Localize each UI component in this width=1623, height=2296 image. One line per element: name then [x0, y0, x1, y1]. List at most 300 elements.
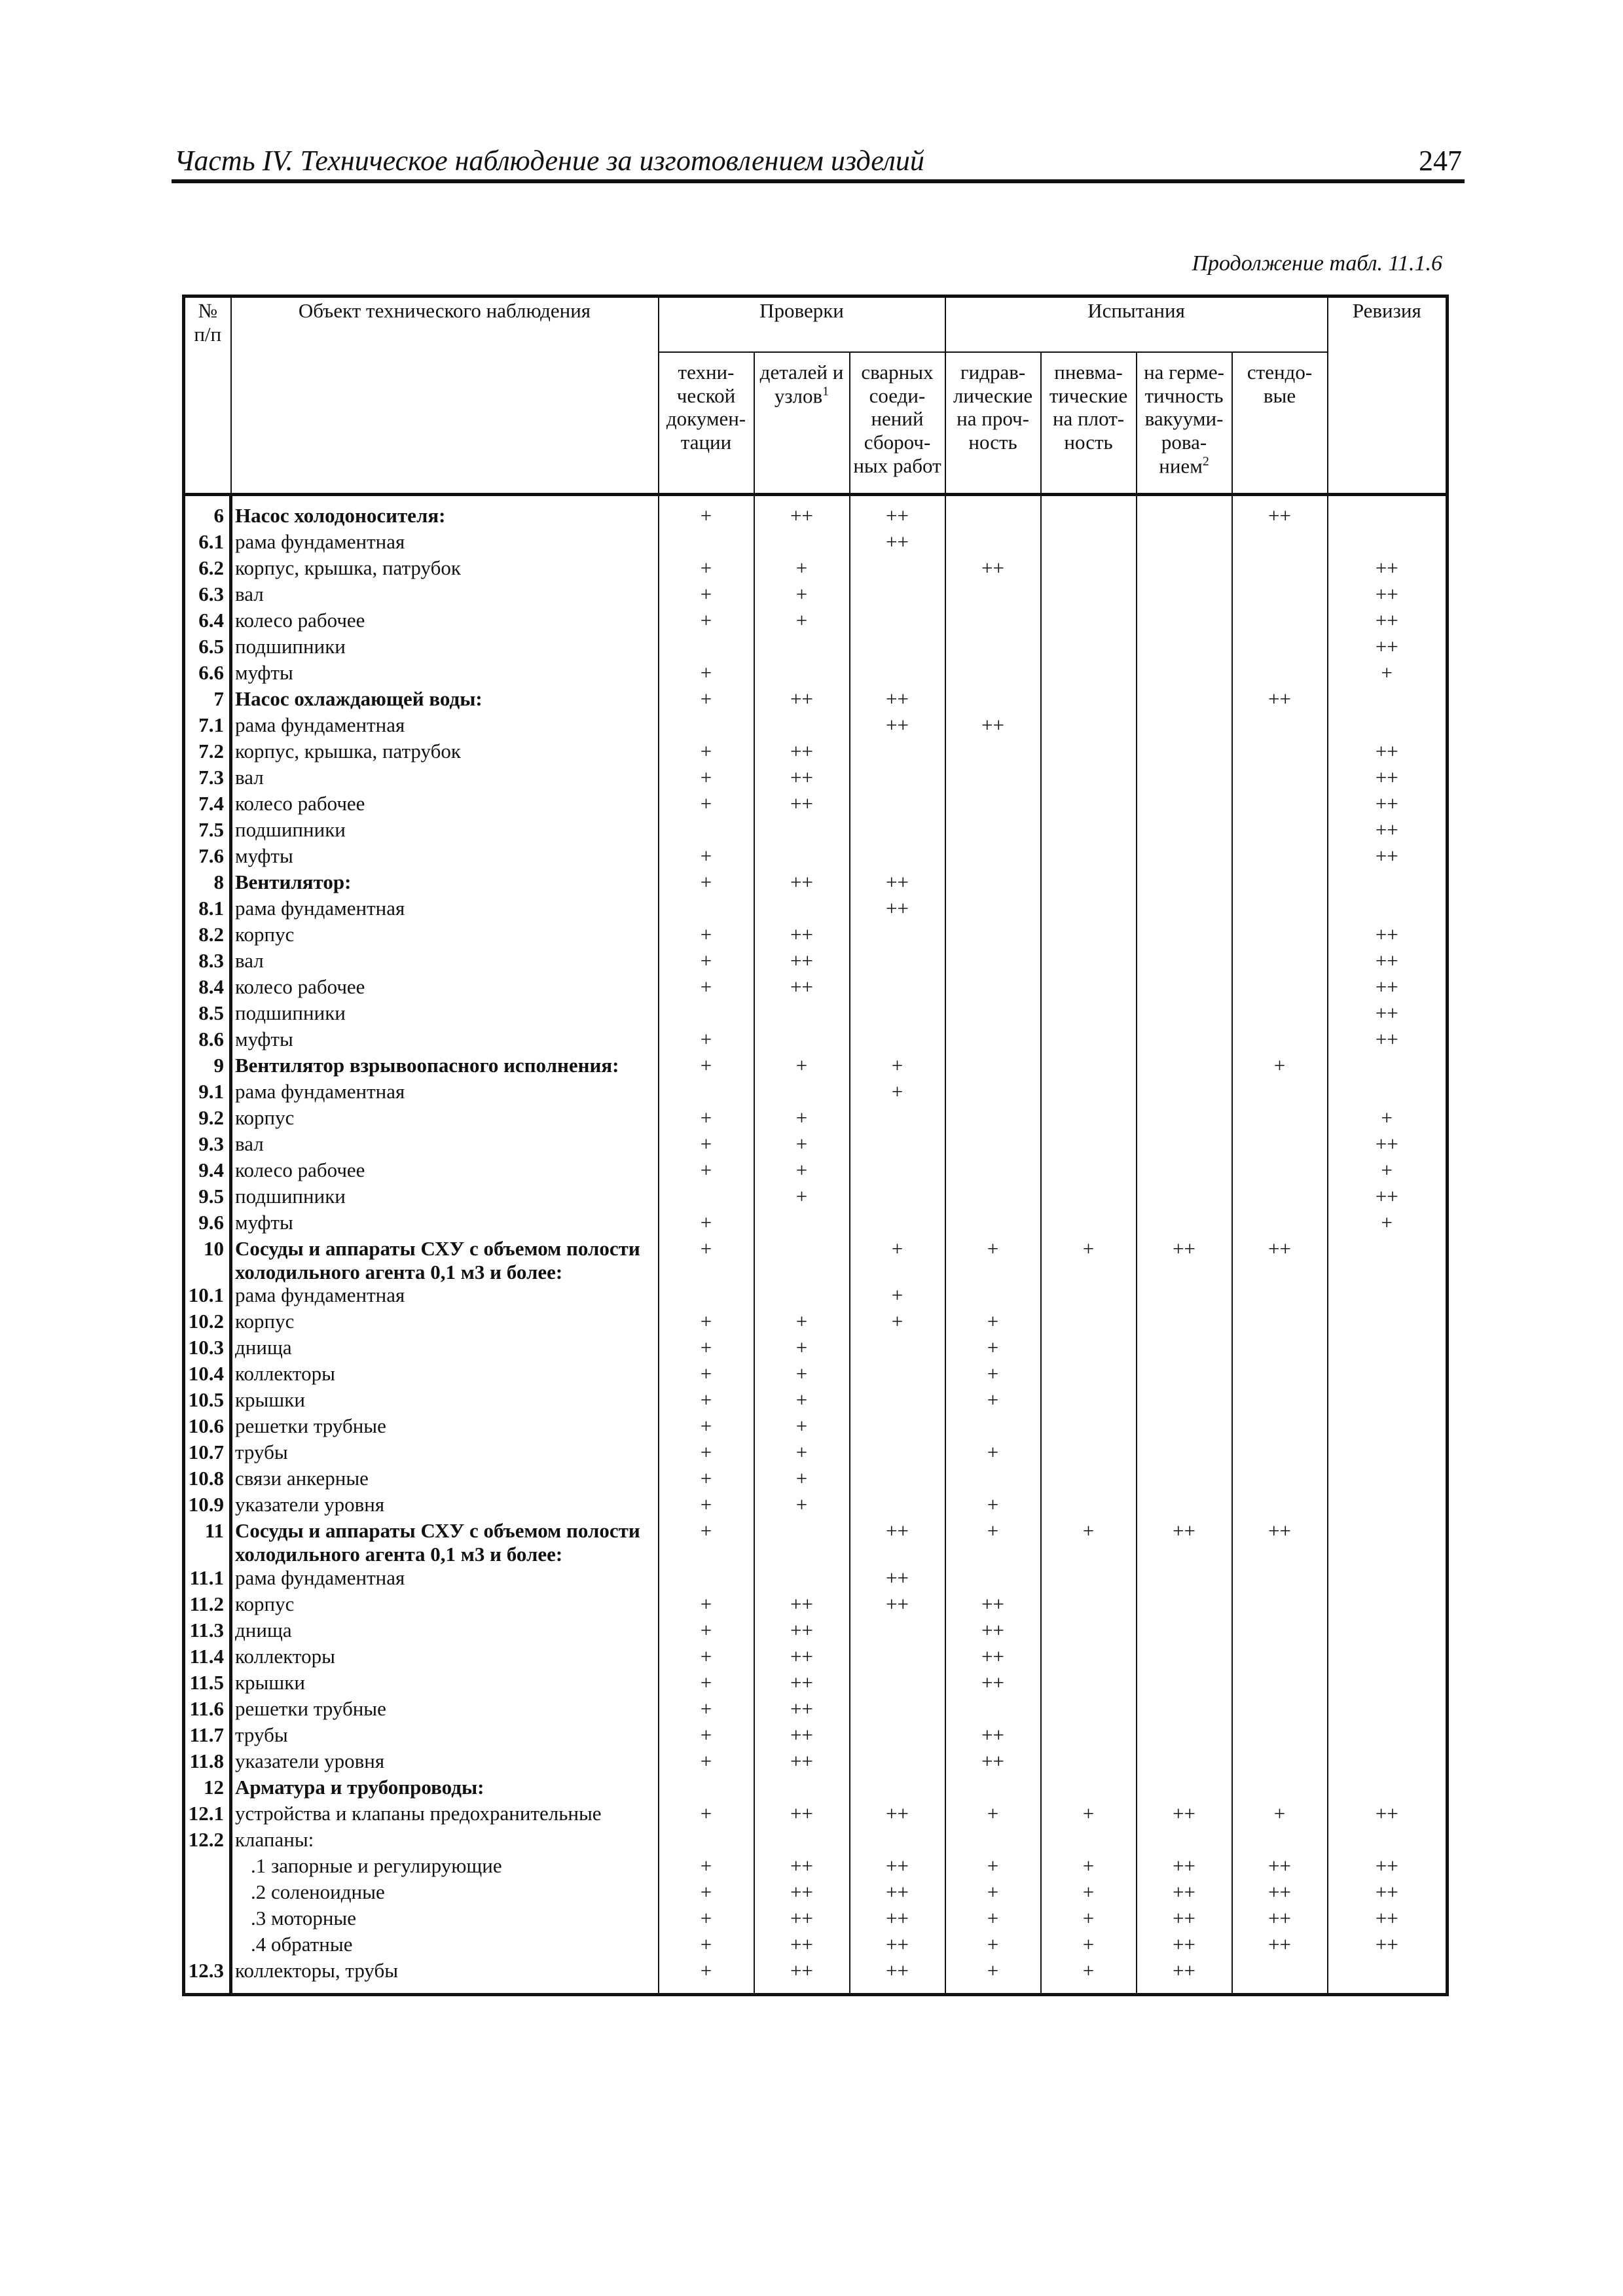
table-row: [184, 949, 1448, 975]
row-mark: [754, 713, 850, 740]
row-mark: +: [1041, 1237, 1137, 1283]
row-mark: [1137, 792, 1232, 818]
row-mark: [1137, 897, 1232, 923]
row-number: 11.5: [184, 1671, 231, 1697]
row-mark: +: [754, 1441, 850, 1467]
row-mark: ++: [1328, 1028, 1448, 1054]
table-row: [184, 1106, 1448, 1132]
row-mark: +: [659, 1671, 754, 1697]
row-mark: [1328, 1723, 1448, 1749]
row-mark: +: [754, 1310, 850, 1336]
row-object: решетки трубные: [231, 1697, 659, 1723]
row-number: 10.1: [184, 1283, 231, 1310]
row-mark: [1041, 870, 1137, 897]
table-row: [184, 609, 1448, 635]
row-mark: [945, 1467, 1041, 1493]
row-mark: ++: [850, 713, 945, 740]
row-number: 12: [184, 1776, 231, 1802]
row-mark: [1137, 609, 1232, 635]
row-mark: [850, 1645, 945, 1671]
row-mark: [945, 897, 1041, 923]
row-mark: [1041, 740, 1137, 766]
row-mark: ++: [754, 1802, 850, 1828]
row-mark: ++: [754, 792, 850, 818]
row-mark: ++: [1328, 1132, 1448, 1158]
row-mark: ++: [1232, 1880, 1328, 1907]
row-mark: [1137, 1749, 1232, 1776]
row-mark: [1232, 713, 1328, 740]
table-row: [184, 1592, 1448, 1619]
row-object: .3 моторные: [231, 1907, 659, 1933]
row-mark: +: [659, 975, 754, 1001]
row-mark: [850, 1441, 945, 1467]
row-object: корпус, крышка, патрубок: [231, 556, 659, 583]
col-pneumo-header: пневма-тические на плот-ность: [1041, 352, 1137, 495]
table-row: [184, 1467, 1448, 1493]
table-row: [184, 975, 1448, 1001]
row-mark: [1232, 1671, 1328, 1697]
row-mark: [1041, 1776, 1137, 1802]
row-mark: ++: [754, 1645, 850, 1671]
row-mark: [850, 1749, 945, 1776]
row-mark: [1041, 530, 1137, 556]
row-mark: [850, 1671, 945, 1697]
row-mark: [1041, 1283, 1137, 1310]
row-number: 12.3: [184, 1959, 231, 1995]
row-mark: +: [754, 1388, 850, 1414]
col-vacuum-label: на герме-тичность вакууми-рова-нием: [1144, 361, 1224, 477]
row-mark: [1328, 1237, 1448, 1283]
row-mark: ++: [754, 1933, 850, 1959]
row-mark: [1137, 661, 1232, 687]
row-mark: [1137, 870, 1232, 897]
row-mark: [1328, 495, 1448, 531]
row-object: Насос холодоносителя:: [231, 495, 659, 531]
table-row: [184, 713, 1448, 740]
row-number: 11.2: [184, 1592, 231, 1619]
row-mark: [1137, 1697, 1232, 1723]
row-mark: [1232, 583, 1328, 609]
table-row: [184, 1959, 1448, 1995]
row-mark: [754, 635, 850, 661]
row-mark: [850, 923, 945, 949]
row-object: подшипники: [231, 635, 659, 661]
row-mark: +: [1328, 1211, 1448, 1237]
row-mark: [945, 635, 1041, 661]
row-mark: [1328, 1959, 1448, 1995]
row-mark: ++: [850, 1592, 945, 1619]
row-mark: [850, 1388, 945, 1414]
row-mark: ++: [1328, 583, 1448, 609]
row-mark: +: [850, 1310, 945, 1336]
row-mark: [754, 818, 850, 844]
row-mark: [1137, 949, 1232, 975]
row-mark: [1137, 1362, 1232, 1388]
row-mark: [945, 1414, 1041, 1441]
row-mark: [659, 1776, 754, 1802]
row-object: рама фундаментная: [231, 897, 659, 923]
row-mark: [754, 1566, 850, 1592]
row-mark: [1232, 1310, 1328, 1336]
row-mark: ++: [754, 1723, 850, 1749]
row-mark: ++: [1328, 1802, 1448, 1828]
row-object: вал: [231, 766, 659, 792]
row-number: 11: [184, 1519, 231, 1566]
row-mark: [945, 1132, 1041, 1158]
row-mark: ++: [945, 1619, 1041, 1645]
row-mark: +: [659, 1336, 754, 1362]
row-object: муфты: [231, 661, 659, 687]
row-mark: +: [659, 687, 754, 713]
row-mark: [1041, 1106, 1137, 1132]
row-mark: ++: [754, 1959, 850, 1995]
row-mark: ++: [945, 1671, 1041, 1697]
row-number: 8.5: [184, 1001, 231, 1028]
row-mark: [850, 1723, 945, 1749]
row-number: 9: [184, 1054, 231, 1080]
row-object: Насос охлаждающей воды:: [231, 687, 659, 713]
row-mark: [1328, 1336, 1448, 1362]
row-mark: +: [1041, 1959, 1137, 1995]
table-row: [184, 1519, 1448, 1566]
row-mark: [1232, 1185, 1328, 1211]
running-header: [172, 143, 1465, 183]
row-mark: [850, 1028, 945, 1054]
row-mark: [1232, 1776, 1328, 1802]
row-mark: +: [945, 1336, 1041, 1362]
row-mark: [659, 713, 754, 740]
row-object: крышки: [231, 1671, 659, 1697]
row-mark: +: [659, 1697, 754, 1723]
row-mark: [1041, 1362, 1137, 1388]
row-mark: +: [1232, 1802, 1328, 1828]
table-row: [184, 661, 1448, 687]
row-mark: ++: [1137, 1854, 1232, 1880]
row-number: 10.8: [184, 1467, 231, 1493]
row-number: 8.4: [184, 975, 231, 1001]
table-row: [184, 1001, 1448, 1028]
row-mark: [1137, 1080, 1232, 1106]
row-mark: ++: [754, 1854, 850, 1880]
row-mark: ++: [754, 1907, 850, 1933]
row-mark: ++: [850, 1566, 945, 1592]
row-mark: [850, 1106, 945, 1132]
row-number: 6: [184, 495, 231, 531]
row-mark: [850, 1414, 945, 1441]
row-mark: [945, 495, 1041, 531]
row-object: корпус: [231, 1310, 659, 1336]
row-mark: +: [659, 740, 754, 766]
table-row: [184, 870, 1448, 897]
table-row: [184, 923, 1448, 949]
row-mark: [1328, 1671, 1448, 1697]
row-mark: [1137, 975, 1232, 1001]
row-mark: ++: [850, 495, 945, 531]
row-mark: ++: [754, 870, 850, 897]
row-number: [184, 1854, 231, 1880]
row-mark: ++: [754, 1697, 850, 1723]
row-mark: ++: [1137, 1933, 1232, 1959]
row-number: 8.6: [184, 1028, 231, 1054]
table-row: [184, 1854, 1448, 1880]
row-object: корпус: [231, 923, 659, 949]
row-mark: [1232, 844, 1328, 870]
row-mark: [1232, 1158, 1328, 1185]
table-row: [184, 1054, 1448, 1080]
row-mark: +: [945, 1519, 1041, 1566]
row-object: Арматура и трубопроводы:: [231, 1776, 659, 1802]
row-mark: [850, 1776, 945, 1802]
table-row: [184, 740, 1448, 766]
row-mark: [1328, 1054, 1448, 1080]
row-mark: [1041, 897, 1137, 923]
row-mark: [1137, 1467, 1232, 1493]
row-mark: ++: [754, 1749, 850, 1776]
row-object: колесо рабочее: [231, 975, 659, 1001]
row-mark: ++: [945, 1592, 1041, 1619]
row-mark: [1041, 583, 1137, 609]
row-mark: +: [850, 1237, 945, 1283]
row-mark: [850, 1211, 945, 1237]
row-object: подшипники: [231, 1001, 659, 1028]
row-number: 10.9: [184, 1493, 231, 1519]
row-mark: [1232, 1336, 1328, 1362]
row-mark: ++: [754, 923, 850, 949]
row-mark: [850, 609, 945, 635]
row-mark: ++: [1328, 792, 1448, 818]
row-mark: ++: [1328, 1907, 1448, 1933]
row-mark: ++: [1328, 1185, 1448, 1211]
row-mark: ++: [1137, 1959, 1232, 1995]
row-mark: [1041, 1619, 1137, 1645]
row-mark: [1328, 1283, 1448, 1310]
row-mark: +: [659, 1880, 754, 1907]
row-mark: [754, 1828, 850, 1854]
row-number: [184, 1907, 231, 1933]
row-mark: +: [1041, 1880, 1137, 1907]
row-mark: [945, 687, 1041, 713]
table-row: [184, 1880, 1448, 1907]
row-mark: ++: [1328, 1933, 1448, 1959]
row-mark: +: [945, 1933, 1041, 1959]
row-mark: +: [659, 923, 754, 949]
row-mark: +: [945, 1854, 1041, 1880]
row-mark: ++: [1328, 740, 1448, 766]
row-mark: +: [659, 1802, 754, 1828]
row-mark: ++: [1232, 1907, 1328, 1933]
row-number: 10.2: [184, 1310, 231, 1336]
row-number: 6.3: [184, 583, 231, 609]
row-mark: +: [850, 1054, 945, 1080]
row-mark: ++: [1328, 766, 1448, 792]
table-row: [184, 1907, 1448, 1933]
row-mark: [1041, 923, 1137, 949]
row-mark: [1232, 1828, 1328, 1854]
row-mark: [945, 1697, 1041, 1723]
row-mark: +: [754, 1493, 850, 1519]
row-mark: ++: [945, 1749, 1041, 1776]
row-mark: [1232, 740, 1328, 766]
row-mark: [1328, 1080, 1448, 1106]
row-object: рама фундаментная: [231, 530, 659, 556]
row-mark: [1232, 1959, 1328, 1995]
row-mark: +: [1328, 1158, 1448, 1185]
row-number: 8.2: [184, 923, 231, 949]
row-mark: [1232, 1697, 1328, 1723]
row-mark: [1041, 1592, 1137, 1619]
row-object: корпус: [231, 1592, 659, 1619]
col-welds-header: сварных соеди-нений сбороч-ных работ: [850, 352, 945, 495]
row-mark: +: [659, 556, 754, 583]
row-mark: ++: [850, 1933, 945, 1959]
row-mark: [850, 1697, 945, 1723]
row-mark: [945, 818, 1041, 844]
row-mark: +: [1232, 1054, 1328, 1080]
row-mark: [1137, 635, 1232, 661]
row-mark: [945, 1001, 1041, 1028]
row-mark: [659, 530, 754, 556]
row-mark: [1137, 1106, 1232, 1132]
row-mark: [1137, 687, 1232, 713]
row-object: устройства и клапаны предохранительные: [231, 1802, 659, 1828]
table-row: [184, 530, 1448, 556]
row-mark: +: [659, 1362, 754, 1388]
row-mark: +: [659, 1645, 754, 1671]
row-object: корпус: [231, 1106, 659, 1132]
row-mark: ++: [945, 556, 1041, 583]
row-number: 6.5: [184, 635, 231, 661]
table-row: [184, 635, 1448, 661]
row-object: Вентилятор:: [231, 870, 659, 897]
table-row: [184, 1671, 1448, 1697]
row-mark: [659, 635, 754, 661]
row-mark: [1137, 1671, 1232, 1697]
row-object: корпус, крышка, патрубок: [231, 740, 659, 766]
row-mark: [850, 1158, 945, 1185]
table-row: [184, 1776, 1448, 1802]
row-object: связи анкерные: [231, 1467, 659, 1493]
row-mark: [1232, 1441, 1328, 1467]
row-object: колесо рабочее: [231, 792, 659, 818]
table-row: [184, 1697, 1448, 1723]
row-mark: ++: [1137, 1907, 1232, 1933]
row-number: 11.3: [184, 1619, 231, 1645]
row-object: трубы: [231, 1441, 659, 1467]
row-mark: [754, 1237, 850, 1283]
inspection-table: [182, 295, 1449, 1996]
row-object: рама фундаментная: [231, 1566, 659, 1592]
row-mark: [850, 1619, 945, 1645]
row-mark: [945, 792, 1041, 818]
row-mark: ++: [1328, 635, 1448, 661]
table-row: [184, 1158, 1448, 1185]
row-number: 8: [184, 870, 231, 897]
row-mark: [1232, 766, 1328, 792]
row-mark: ++: [850, 870, 945, 897]
row-mark: [945, 870, 1041, 897]
col-parts-label: деталей и узлов: [759, 361, 844, 407]
row-object: колесо рабочее: [231, 1158, 659, 1185]
row-mark: [1232, 1645, 1328, 1671]
row-object: рама фундаментная: [231, 713, 659, 740]
row-object: подшипники: [231, 1185, 659, 1211]
row-mark: [1328, 1566, 1448, 1592]
table-row: [184, 1211, 1448, 1237]
row-mark: +: [659, 870, 754, 897]
row-object: колесо рабочее: [231, 609, 659, 635]
row-mark: +: [754, 1414, 850, 1441]
row-mark: [1328, 1828, 1448, 1854]
row-mark: [1041, 844, 1137, 870]
row-number: 10.5: [184, 1388, 231, 1414]
row-mark: [1041, 495, 1137, 531]
table-row: [184, 897, 1448, 923]
col-revision-header: Ревизия: [1328, 296, 1448, 495]
row-mark: [1041, 818, 1137, 844]
row-mark: [1232, 975, 1328, 1001]
row-mark: [1137, 1132, 1232, 1158]
row-mark: +: [659, 1158, 754, 1185]
row-mark: +: [659, 495, 754, 531]
row-number: 6.6: [184, 661, 231, 687]
table-row: [184, 1441, 1448, 1467]
row-mark: ++: [1232, 1519, 1328, 1566]
row-mark: [945, 1283, 1041, 1310]
table-row: [184, 1414, 1448, 1441]
row-mark: +: [754, 1362, 850, 1388]
row-mark: [945, 975, 1041, 1001]
row-mark: [1232, 1211, 1328, 1237]
row-mark: [1041, 766, 1137, 792]
row-mark: [1041, 1645, 1137, 1671]
group-checks-header: Проверки: [659, 296, 945, 353]
row-mark: [1137, 1388, 1232, 1414]
footnote-2-marker: 2: [1202, 454, 1209, 469]
row-mark: [1328, 1592, 1448, 1619]
row-mark: [1137, 713, 1232, 740]
row-mark: ++: [1328, 975, 1448, 1001]
row-mark: [945, 1080, 1041, 1106]
row-object: вал: [231, 949, 659, 975]
table-row: [184, 1132, 1448, 1158]
row-mark: [945, 1106, 1041, 1132]
row-mark: ++: [754, 1880, 850, 1907]
row-mark: ++: [1328, 923, 1448, 949]
row-mark: [850, 792, 945, 818]
row-mark: [1232, 1362, 1328, 1388]
row-mark: +: [659, 1723, 754, 1749]
row-mark: [945, 1776, 1041, 1802]
row-mark: ++: [1328, 556, 1448, 583]
table-row: [184, 1080, 1448, 1106]
row-mark: [1041, 556, 1137, 583]
row-mark: ++: [1328, 1854, 1448, 1880]
row-mark: [1137, 1028, 1232, 1054]
row-mark: +: [659, 1132, 754, 1158]
row-mark: +: [659, 1237, 754, 1283]
row-mark: +: [945, 1880, 1041, 1907]
table-row: [184, 556, 1448, 583]
col-tech-docs-header: техни-ческой докумен-тации: [659, 352, 754, 495]
row-mark: [754, 1028, 850, 1054]
row-number: 9.1: [184, 1080, 231, 1106]
row-mark: +: [1328, 1106, 1448, 1132]
table-row: [184, 792, 1448, 818]
row-mark: [945, 740, 1041, 766]
row-mark: [1232, 1566, 1328, 1592]
row-mark: [1328, 687, 1448, 713]
row-mark: [1137, 583, 1232, 609]
